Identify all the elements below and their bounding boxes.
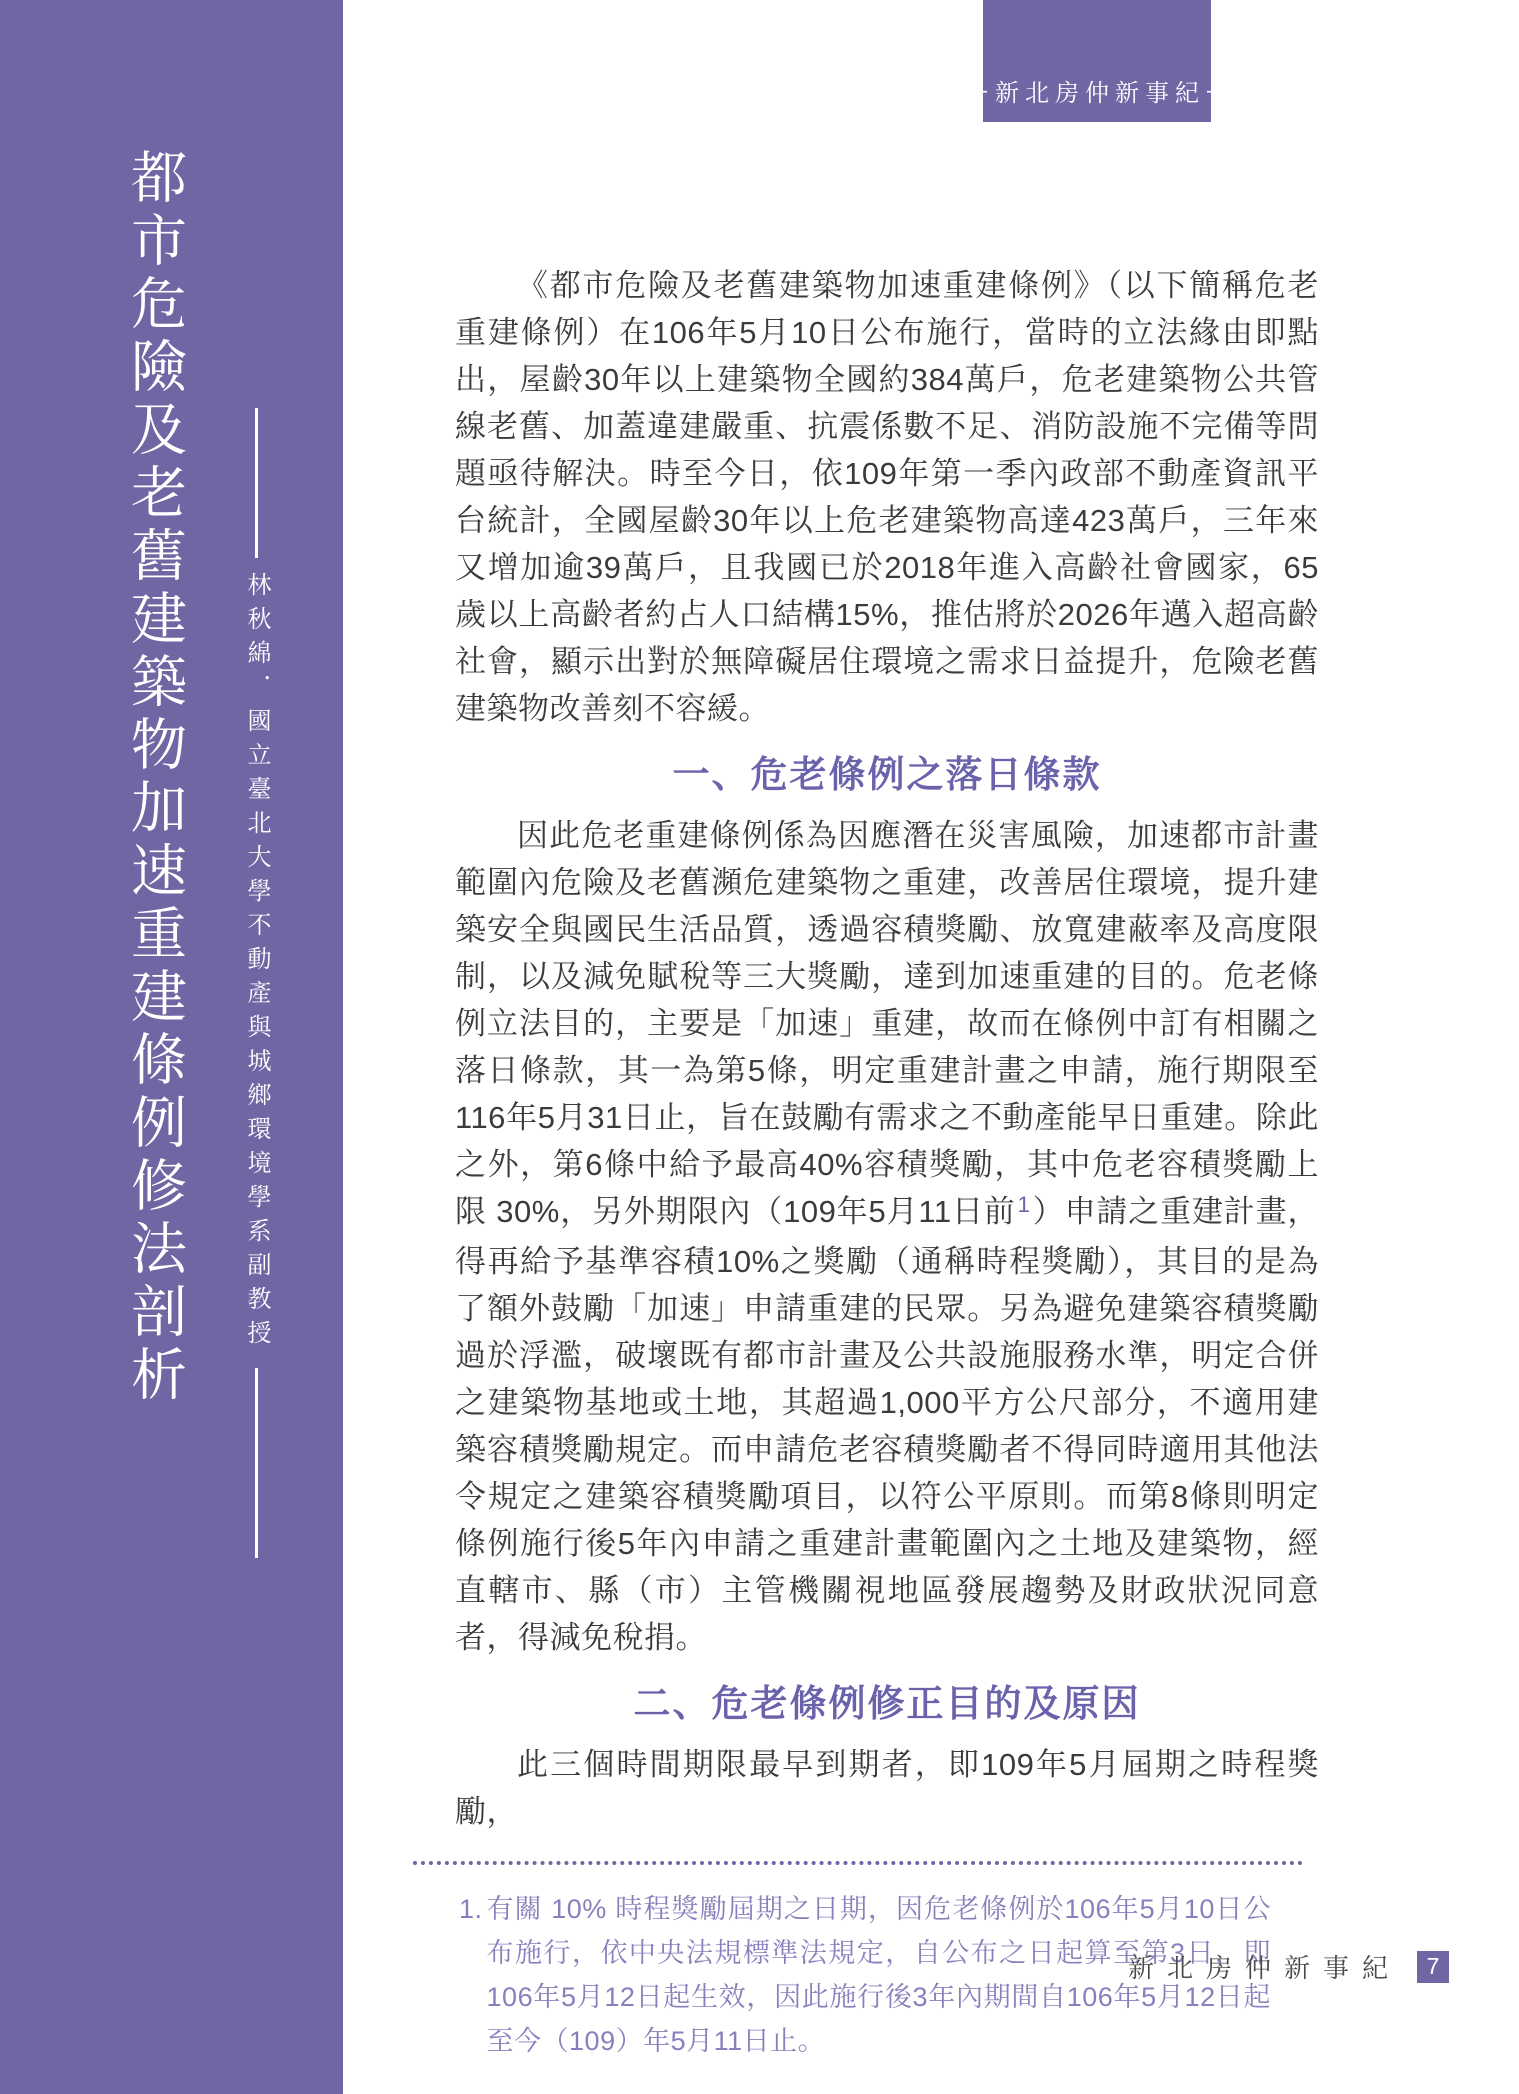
article-body xyxy=(455,0,1319,2063)
author-affiliation: 林秋綿．國立臺北大學不動產與城鄉環境學系副教授 xyxy=(243,572,270,1354)
footer-journal-name: 新北房仲新事紀 xyxy=(1128,1953,1402,1983)
footnote-1-marker: 1. xyxy=(459,1894,483,1924)
paragraph-intro: 《都市危險及老舊建築物加速重建條例》（以下簡稱危老重建條例）在106年5月10日公布施行，當時的立法緣由即點出，屋齡30年以上建築物全國約384萬戶，危老建築物公共管線老舊、加蓋違建嚴重、抗震係數不足、消防設施不完備等問題亟待解決。時至今日，依109年第一季內政部不動產資訊平台統計，全國屋齡30年以上危老建築物高達423萬戶，三年來又增加逾39萬戶，且我國已於2018年進入高齡社會國家，65歲以上高齡者約占人口結構15%，推估將於2026年邁入超高齡社會，顯示出對於無障礙居住環境之需求日益提升，危險老舊建築物改善刻不容緩。 xyxy=(455,268,1319,726)
footnote-separator xyxy=(413,1861,1303,1865)
page-number-badge: 7 xyxy=(1417,1951,1449,1983)
badge-dash-right: — xyxy=(1207,76,1231,104)
sidebar-panel xyxy=(0,0,343,2094)
author-block xyxy=(236,408,276,1558)
page-footer xyxy=(1128,1948,1449,1985)
footnote-reference-1: 1 xyxy=(1017,1192,1031,1217)
footnote-1-text: 有關 10% 時程獎勵屆期之日期，因危老條例於106年5月10日公布施行，依中央法規標準法規定，自公布之日起算至第3日，即106年5月12日起生效，因此施行後3年內期間自106年5月12日起至今（109）年5月11日止。 xyxy=(486,1894,1271,2056)
paragraph-section2: 此三個時間期限最早到期者，即109年5月屆期之時程獎勵， xyxy=(455,1747,1319,1829)
paragraph-section1 xyxy=(455,812,1319,1661)
article-vertical-title: 都市危險及老舊建築物加速重建條例修法剖析 xyxy=(124,148,187,1408)
section-heading-2: 二、危老條例修正目的及原因 xyxy=(633,1683,1141,1724)
journal-name: 新北房仲新事紀 xyxy=(995,80,1205,107)
author-rule-bottom xyxy=(255,1368,258,1558)
paragraph-section1-post: ）申請之重建計畫，得再給予基準容積10%之獎勵（通稱時程獎勵），其目的是為了額外鼓勵「加速」申請重建的民眾。另為避免建築容積獎勵過於浮濫，破壞既有都市計畫及公共設施服務水準，明定合併之建築物基地或土地，其超過1,000平方公尺部分，不適用建築容積獎勵規定。而申請危老容積獎勵者不得同時適用其他法令規定之建築容積獎勵項目，以符公平原則。而第8條則明定條例施行後5年內申請之重建計畫範圍內之土地及建築物，經直轄市、縣（市）主管機關視地區發展趨勢及財政狀況同意者，得減免稅捐。 xyxy=(455,1194,1319,1655)
paragraph-section1-pre: 因此危老重建條例係為因應潛在災害風險，加速都市計畫範圍內危險及老舊瀕危建築物之重建，改善居住環境，提升建築安全與國民生活品質，透過容積獎勵、放寬建蔽率及高度限制，以及減免賦稅等三大獎勵，達到加速重建的目的。危老條例立法目的，主要是「加速」重建，故而在條例中訂有相關之落日條款，其一為第5條，明定重建計畫之申請，施行期限至116年5月31日止，旨在鼓勵有需求之不動產能早日重建。除此之外，第6條中給予最高40%容積獎勵，其中危老容積獎勵上限 30%，另外期限內（109年5月11日前 xyxy=(455,818,1319,1229)
section-heading-1: 一、危老條例之落日條款 xyxy=(672,754,1102,795)
badge-dash-left: — xyxy=(963,76,987,104)
author-rule-top xyxy=(255,408,258,558)
